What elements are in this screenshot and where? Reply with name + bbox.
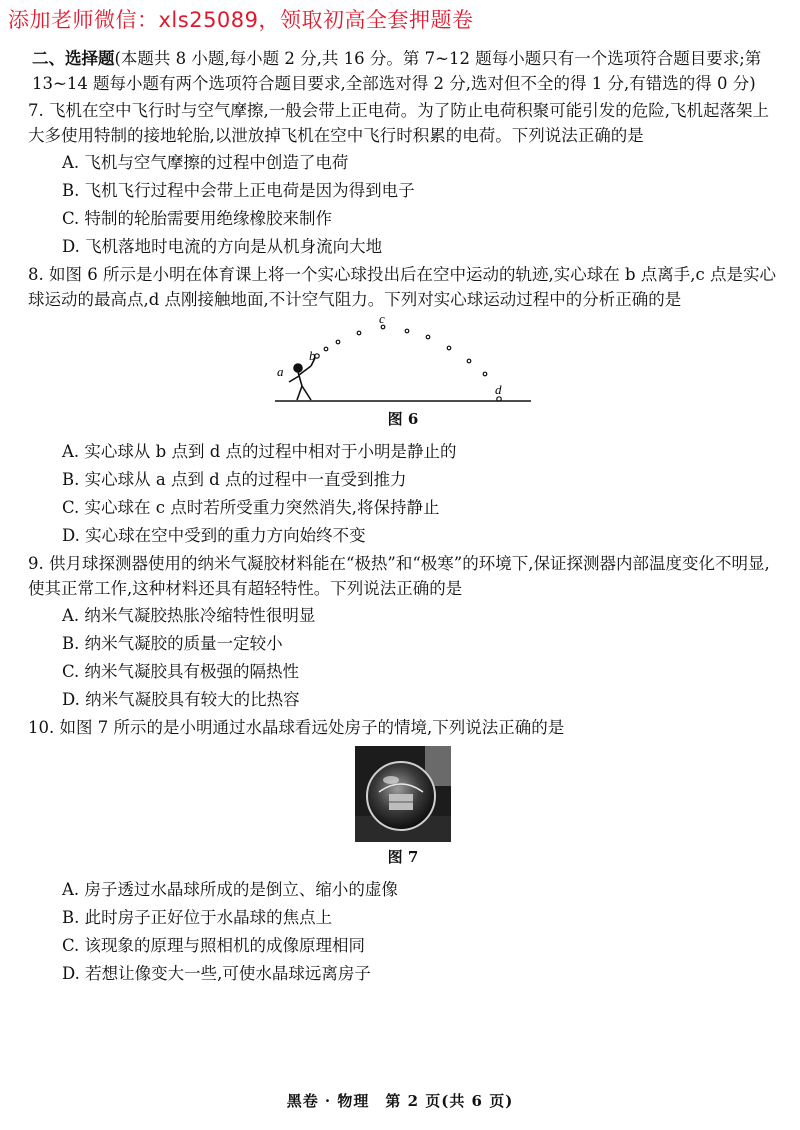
page-content <box>28 46 778 989</box>
option-d: D. 纳米气凝胶具有较大的比热容 <box>62 690 300 709</box>
point-a-label: a <box>277 364 284 379</box>
question-9 <box>28 551 778 713</box>
crystal-ball-photo <box>355 746 451 842</box>
figure-7 <box>355 746 451 842</box>
question-text: 如图 6 所示是小明在体育课上将一个实心球投出后在空中运动的轨迹,实心球在 b 点离手,c 点是实心球运动的最高点,d 点刚接触地面,不计空气阻力。下列对实心球运动过程中的分析正确的是 <box>28 265 777 309</box>
option-a: A. 实心球从 b 点到 d 点的过程中相对于小明是静止的 <box>62 442 457 461</box>
option-b: B. 此时房子正好位于水晶球的焦点上 <box>62 908 333 927</box>
watermark: 添加老师微信：xls25089，领取初高全套押题卷 <box>8 8 474 32</box>
question-stem <box>28 98 778 148</box>
question-stem <box>28 551 778 601</box>
trajectory-balls <box>315 325 501 401</box>
question-number: 10. <box>28 718 55 737</box>
option-c: C. 纳米气凝胶具有极强的隔热性 <box>62 662 300 681</box>
figure-6-caption: 图 6 <box>387 410 419 428</box>
option-c: C. 实心球在 c 点时若所受重力突然消失,将保持静止 <box>62 498 440 517</box>
option-a: A. 纳米气凝胶热胀冷缩特性很明显 <box>62 606 316 625</box>
question-number: 8. <box>28 265 44 284</box>
question-number: 9. <box>28 554 44 573</box>
question-text: 飞机在空中飞行时与空气摩擦,一般会带上正电荷。为了防止电荷积聚可能引发的危险,飞机起落架上大多使用特制的接地轮胎,以泄放掉飞机在空中飞行时积累的电荷。下列说法正确的是 <box>28 101 769 145</box>
figure-6 <box>273 316 533 408</box>
figure-7-caption: 图 7 <box>387 848 419 866</box>
option-d: D. 若想让像变大一些,可使水晶球远离房子 <box>62 964 371 983</box>
section-description: (本题共 8 小题,每小题 2 分,共 16 分。第 7~12 题每小题只有一个选项符合题目要求;第 13~14 题每小题有两个选项符合题目要求,全部选对得 2 分,选对但不全的得 1 分,有错选的得 0 分) <box>32 49 762 93</box>
question-8 <box>28 262 778 549</box>
question-text: 如图 7 所示的是小明通过水晶球看远处房子的情境,下列说法正确的是 <box>59 718 565 737</box>
question-stem <box>28 715 778 740</box>
option-c: C. 该现象的原理与照相机的成像原理相同 <box>62 936 366 955</box>
question-10 <box>28 715 778 987</box>
trajectory-diagram <box>273 316 533 408</box>
thrower-figure <box>289 358 315 400</box>
option-b: B. 纳米气凝胶的质量一定较小 <box>62 634 283 653</box>
point-b-label: b <box>309 348 316 363</box>
question-number: 7. <box>28 101 44 120</box>
option-b: B. 实心球从 a 点到 d 点的过程中一直受到推力 <box>62 470 407 489</box>
option-d: D. 飞机落地时电流的方向是从机身流向大地 <box>62 237 383 256</box>
point-d-label: d <box>495 382 502 397</box>
option-a: A. 房子透过水晶球所成的是倒立、缩小的虚像 <box>62 880 398 899</box>
point-c-label: c <box>379 316 385 326</box>
question-stem <box>28 262 778 312</box>
option-b: B. 飞机飞行过程中会带上正电荷是因为得到电子 <box>62 181 415 200</box>
page-footer: 黑卷 · 物理 第 2 页(共 6 页) <box>286 1092 514 1110</box>
section-header <box>28 46 778 96</box>
question-7 <box>28 98 778 260</box>
question-text: 供月球探测器使用的纳米气凝胶材料能在“极热”和“极寒”的环境下,保证探测器内部温度变化不明显,使其正常工作,这种材料还具有超轻特性。下列说法正确的是 <box>28 554 770 598</box>
option-c: C. 特制的轮胎需要用绝缘橡胶来制作 <box>62 209 333 228</box>
option-d: D. 实心球在空中受到的重力方向始终不变 <box>62 526 366 545</box>
section-title: 二、选择题 <box>32 49 115 68</box>
option-a: A. 飞机与空气摩擦的过程中创造了电荷 <box>62 153 349 172</box>
